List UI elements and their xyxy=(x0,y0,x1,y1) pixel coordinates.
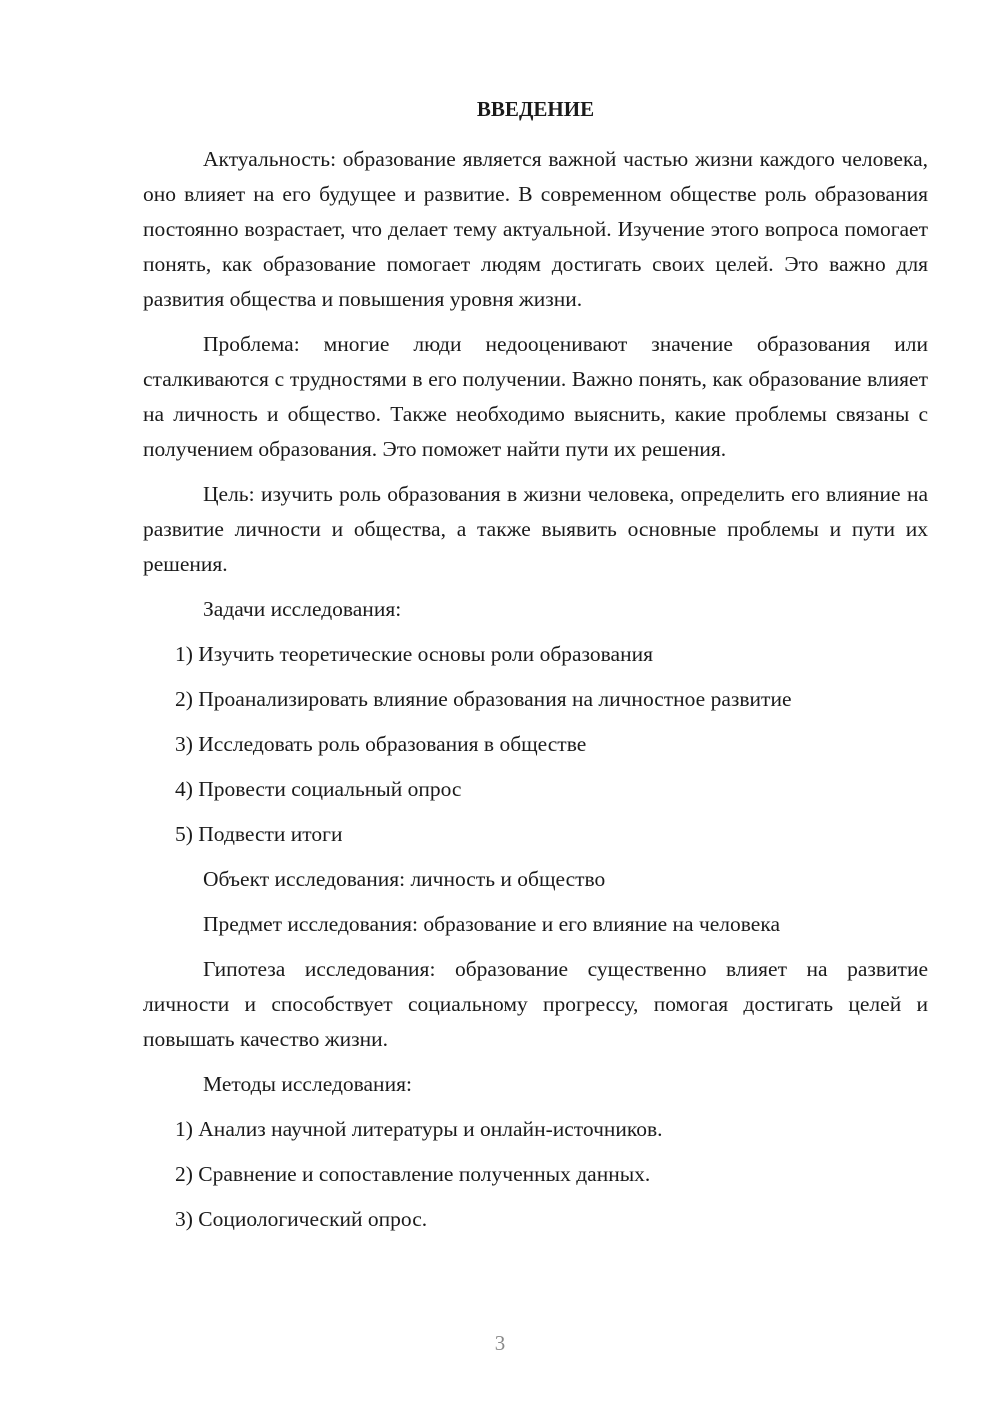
section-title: ВВЕДЕНИЕ xyxy=(476,97,595,121)
tasks-heading: Задачи исследования: xyxy=(203,597,402,621)
research-object: Объект исследования: личность и общество xyxy=(203,867,606,891)
method-item: 3) Социологический опрос. xyxy=(175,1207,428,1231)
task-item: 4) Провести социальный опрос xyxy=(175,777,462,801)
task-item: 5) Подвести итоги xyxy=(175,822,343,846)
goal-paragraph: Цель: изучить роль образования в жизни человека, определить его влияние на развитие личности и общества, а также выявить основные проблемы и пути их решения. xyxy=(143,482,928,576)
hypothesis-paragraph: Гипотеза исследования: образование существенно влияет на развитие личности и способствует социальному прогрессу, помогая достигать целей и повышать качество жизни. xyxy=(143,957,928,1051)
document-page xyxy=(143,92,928,1247)
page-number: 3 xyxy=(494,1331,506,1355)
task-item: 2) Проанализировать влияние образования на личностное развитие xyxy=(175,687,792,711)
method-item: 1) Анализ научной литературы и онлайн-источников. xyxy=(175,1117,663,1141)
relevance-paragraph: Актуальность: образование является важной частью жизни каждого человека, оно влияет на его будущее и развитие. В современном обществе роль образования постоянно возрастает, что делает тему актуальной. Изучение этого вопроса помогает понять, как образование помогает людям достигать своих целей. Это важно для развития общества и повышения уровня жизни. xyxy=(143,147,928,311)
problem-paragraph: Проблема: многие люди недооценивают значение образования или сталкиваются с трудностями в его получении. Важно понять, как образование влияет на личность и общество. Также необходимо выяснить, какие проблемы связаны с получением образования. Это поможет найти пути их решения. xyxy=(143,332,928,461)
research-subject: Предмет исследования: образование и его влияние на человека xyxy=(203,912,781,936)
methods-heading: Методы исследования: xyxy=(203,1072,412,1096)
method-item: 2) Сравнение и сопоставление полученных данных. xyxy=(175,1162,651,1186)
task-item: 3) Исследовать роль образования в обществе xyxy=(175,732,587,756)
task-item: 1) Изучить теоретические основы роли образования xyxy=(175,642,653,666)
